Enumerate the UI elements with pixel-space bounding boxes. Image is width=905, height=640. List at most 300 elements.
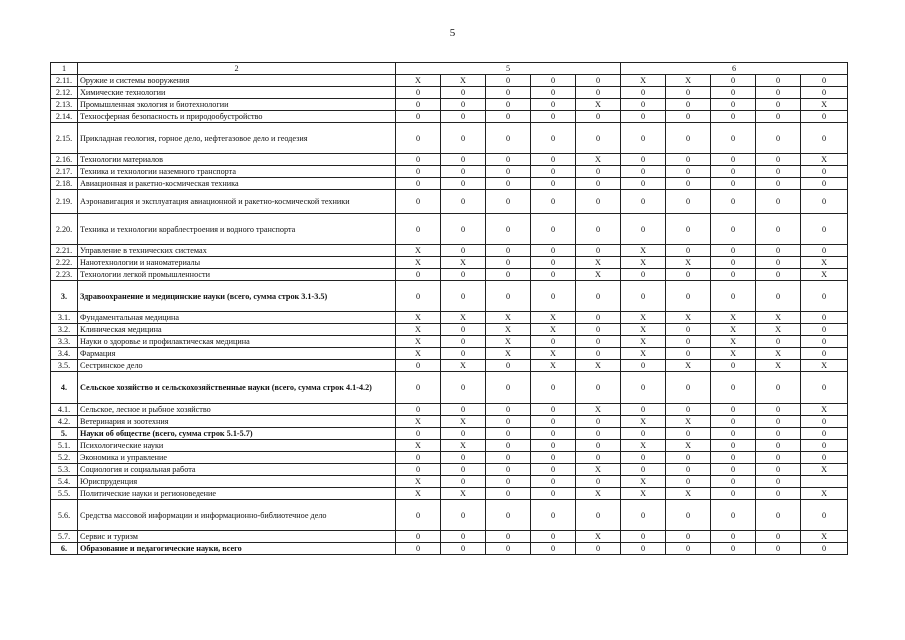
value-cell: X [531,312,576,324]
table-row [51,178,848,190]
value-cell: 0 [711,531,756,543]
value-cell: 0 [756,257,801,269]
value-cell: 0 [396,360,441,372]
value-cell: 0 [396,531,441,543]
row-name: Экономика и управление [78,452,396,464]
value-cell: 0 [666,99,711,111]
header-group-5: 5 [396,63,621,75]
value-cell: 0 [486,190,531,214]
value-cell: 0 [531,440,576,452]
row-number: 4. [51,372,78,404]
row-name: Управление в технических системах [78,245,396,257]
header-group-6: 6 [621,63,848,75]
value-cell: X [621,488,666,500]
row-number: 2.16. [51,154,78,166]
row-number: 2.12. [51,87,78,99]
value-cell: 0 [711,245,756,257]
table-row [51,281,848,312]
value-cell: 0 [576,440,621,452]
value-cell: X [576,464,621,476]
value-cell: 0 [396,87,441,99]
row-number: 2.20. [51,214,78,245]
row-number: 3.2. [51,324,78,336]
value-cell: 0 [801,111,848,123]
value-cell: X [801,488,848,500]
value-cell: 0 [396,99,441,111]
row-number: 2.22. [51,257,78,269]
value-cell: 0 [756,476,801,488]
table-row [51,336,848,348]
value-cell: X [801,404,848,416]
value-cell: X [801,99,848,111]
value-cell: X [621,348,666,360]
value-cell: 0 [666,543,711,555]
value-cell: 0 [486,154,531,166]
row-name: Юриспруденция [78,476,396,488]
table-row [51,214,848,245]
row-number: 2.11. [51,75,78,87]
value-cell: 0 [666,281,711,312]
table-row [51,531,848,543]
value-cell: 0 [756,154,801,166]
value-cell: 0 [576,452,621,464]
value-cell: 0 [531,404,576,416]
value-cell: X [621,476,666,488]
value-cell: 0 [531,416,576,428]
value-cell: 0 [621,360,666,372]
row-number: 6. [51,543,78,555]
value-cell: 0 [666,154,711,166]
value-cell: 0 [711,404,756,416]
value-cell: 0 [486,166,531,178]
value-cell: 0 [621,214,666,245]
value-cell: 0 [396,214,441,245]
value-cell: 0 [486,404,531,416]
table-row [51,154,848,166]
value-cell: 0 [711,178,756,190]
value-cell: 0 [801,190,848,214]
row-number: 2.15. [51,123,78,154]
row-number: 2.13. [51,99,78,111]
page-number: 5 [449,27,456,39]
value-cell: 0 [486,360,531,372]
value-cell: 0 [441,154,486,166]
row-number: 5.4. [51,476,78,488]
value-cell: X [756,360,801,372]
table-row [51,476,848,488]
row-name: Авиационная и ракетно-космическая техника [78,178,396,190]
table-row [51,269,848,281]
value-cell: 0 [621,190,666,214]
allocation-table [50,62,848,555]
row-number: 3. [51,281,78,312]
value-cell: 0 [801,428,848,440]
value-cell: 0 [756,428,801,440]
row-number: 2.23. [51,269,78,281]
value-cell: 0 [441,428,486,440]
value-cell: 0 [486,488,531,500]
row-name: Сервис и туризм [78,531,396,543]
value-cell: 0 [486,452,531,464]
value-cell: X [396,476,441,488]
value-cell: 0 [486,543,531,555]
value-cell: X [801,154,848,166]
value-cell: X [711,348,756,360]
value-cell: 0 [756,178,801,190]
value-cell: 0 [621,531,666,543]
value-cell: 0 [531,154,576,166]
value-cell: 0 [486,214,531,245]
value-cell: 0 [531,123,576,154]
value-cell: 0 [756,416,801,428]
value-cell: 0 [396,404,441,416]
value-cell: 0 [666,348,711,360]
value-cell: 0 [711,372,756,404]
value-cell: 0 [666,178,711,190]
value-cell: 0 [576,416,621,428]
value-cell: X [576,269,621,281]
table-row [51,245,848,257]
value-cell: 0 [801,440,848,452]
value-cell: 0 [801,245,848,257]
value-cell: 0 [576,190,621,214]
value-cell: 0 [621,123,666,154]
value-cell: 0 [486,87,531,99]
value-cell: 0 [801,336,848,348]
value-cell: 0 [576,324,621,336]
value-cell: 0 [801,75,848,87]
row-number: 2.18. [51,178,78,190]
value-cell: 0 [756,488,801,500]
value-cell: 0 [441,372,486,404]
value-cell: 0 [396,166,441,178]
value-cell: X [756,348,801,360]
row-name: Химические технологии [78,87,396,99]
table-row [51,190,848,214]
value-cell: 0 [711,360,756,372]
value-cell: 0 [441,245,486,257]
value-cell: X [396,488,441,500]
value-cell: X [621,312,666,324]
value-cell: 0 [621,154,666,166]
value-cell: 0 [756,500,801,531]
value-cell: 0 [441,87,486,99]
value-cell: X [801,360,848,372]
value-cell: 0 [576,166,621,178]
value-cell: X [396,312,441,324]
value-cell: 0 [441,404,486,416]
row-name: Аэронавигация и эксплуатация авиационной и ракетно-космической техники [78,190,396,214]
value-cell: 0 [531,372,576,404]
value-cell: 0 [756,464,801,476]
value-cell: 0 [531,190,576,214]
value-cell: 0 [756,123,801,154]
value-cell: 0 [711,111,756,123]
value-cell: 0 [396,281,441,312]
row-name: Здравоохранение и медицинские науки (всего, сумма строк 3.1-3.5) [78,281,396,312]
value-cell: 0 [756,75,801,87]
value-cell: X [576,257,621,269]
value-cell: 0 [486,123,531,154]
value-cell: 0 [711,257,756,269]
value-cell: 0 [621,178,666,190]
value-cell: 0 [531,166,576,178]
value-cell: X [531,324,576,336]
value-cell: 0 [666,111,711,123]
value-cell: 0 [576,281,621,312]
value-cell: 0 [711,416,756,428]
value-cell: 0 [531,87,576,99]
value-cell: 0 [441,348,486,360]
table-row [51,416,848,428]
value-cell: 0 [441,178,486,190]
value-cell: 0 [531,257,576,269]
value-cell: 0 [756,531,801,543]
table-row [51,166,848,178]
value-cell: 0 [621,464,666,476]
value-cell: 0 [441,324,486,336]
value-cell: X [666,416,711,428]
value-cell: 0 [441,269,486,281]
row-name: Ветеринария и зоотехния [78,416,396,428]
value-cell: 0 [711,190,756,214]
value-cell: 0 [486,440,531,452]
value-cell: 0 [576,476,621,488]
row-number: 5.2. [51,452,78,464]
value-cell: 0 [486,476,531,488]
value-cell: 0 [666,500,711,531]
value-cell: 0 [621,543,666,555]
table-row [51,257,848,269]
value-cell: 0 [621,87,666,99]
row-name: Сельское, лесное и рыбное хозяйство [78,404,396,416]
row-name: Прикладная геология, горное дело, нефтегазовое дело и геодезия [78,123,396,154]
table-row [51,428,848,440]
value-cell: 0 [711,75,756,87]
value-cell: 0 [666,269,711,281]
value-cell: 0 [396,452,441,464]
value-cell: X [576,99,621,111]
value-cell: X [666,440,711,452]
row-number: 5.6. [51,500,78,531]
row-name: Средства массовой информации и информационно-библиотечное дело [78,500,396,531]
value-cell: 0 [621,404,666,416]
value-cell: 0 [531,500,576,531]
value-cell: 0 [396,428,441,440]
value-cell: X [441,360,486,372]
value-cell: 0 [711,440,756,452]
row-number: 3.3. [51,336,78,348]
value-cell: X [396,336,441,348]
row-number: 5.3. [51,464,78,476]
row-number: 4.2. [51,416,78,428]
value-cell: 0 [711,87,756,99]
value-cell: X [621,257,666,269]
header-col-1: 1 [51,63,78,75]
table-row [51,99,848,111]
value-cell: 0 [621,428,666,440]
value-cell: 0 [801,348,848,360]
value-cell: 0 [531,75,576,87]
value-cell: 0 [756,336,801,348]
value-cell: 0 [801,452,848,464]
value-cell: 0 [486,500,531,531]
value-cell: 0 [441,500,486,531]
value-cell: 0 [531,336,576,348]
value-cell: X [441,440,486,452]
value-cell: 0 [441,123,486,154]
value-cell: 0 [621,166,666,178]
value-cell: 0 [756,214,801,245]
row-number: 2.17. [51,166,78,178]
value-cell: X [441,488,486,500]
value-cell: X [801,269,848,281]
value-cell: 0 [711,464,756,476]
value-cell: 0 [666,464,711,476]
value-cell: 0 [801,324,848,336]
row-name: Сельское хозяйство и сельскохозяйственные науки (всего, сумма строк 4.1-4.2) [78,372,396,404]
value-cell [801,476,848,488]
value-cell: 0 [666,123,711,154]
value-cell: 0 [711,154,756,166]
row-number: 5. [51,428,78,440]
value-cell: 0 [756,99,801,111]
value-cell: 0 [441,190,486,214]
value-cell: X [621,416,666,428]
value-cell: X [531,360,576,372]
value-cell: X [711,312,756,324]
value-cell: X [441,75,486,87]
value-cell: 0 [711,123,756,154]
value-cell: 0 [666,87,711,99]
value-cell: X [666,312,711,324]
value-cell: 0 [666,531,711,543]
value-cell: 0 [441,99,486,111]
value-cell: 0 [576,178,621,190]
value-cell: 0 [441,111,486,123]
value-cell: X [666,257,711,269]
value-cell: 0 [756,269,801,281]
value-cell: X [756,324,801,336]
value-cell: X [621,75,666,87]
value-cell: 0 [576,428,621,440]
value-cell: 0 [441,166,486,178]
row-number: 4.1. [51,404,78,416]
value-cell: 0 [666,476,711,488]
table-row [51,123,848,154]
value-cell: 0 [441,336,486,348]
value-cell: 0 [756,404,801,416]
value-cell: 0 [666,404,711,416]
value-cell: 0 [621,372,666,404]
value-cell: X [486,324,531,336]
value-cell: 0 [621,111,666,123]
value-cell: 0 [711,500,756,531]
value-cell: 0 [801,166,848,178]
row-name: Технологии легкой промышленности [78,269,396,281]
value-cell: 0 [576,336,621,348]
row-number: 3.4. [51,348,78,360]
value-cell: X [576,154,621,166]
table-row [51,500,848,531]
value-cell: 0 [396,111,441,123]
value-cell: 0 [531,245,576,257]
row-number: 5.1. [51,440,78,452]
value-cell: X [711,324,756,336]
value-cell: X [396,75,441,87]
value-cell: X [441,416,486,428]
value-cell: 0 [711,281,756,312]
value-cell: 0 [441,543,486,555]
table-row [51,312,848,324]
value-cell: 0 [576,245,621,257]
value-cell: X [396,245,441,257]
row-name: Фармация [78,348,396,360]
value-cell: X [666,360,711,372]
value-cell: 0 [531,281,576,312]
value-cell: 0 [486,464,531,476]
value-cell: 0 [711,166,756,178]
value-cell: 0 [441,531,486,543]
row-name: Техника и технологии кораблестроения и водного транспорта [78,214,396,245]
value-cell: 0 [396,178,441,190]
value-cell: 0 [576,75,621,87]
row-number: 5.5. [51,488,78,500]
value-cell: X [396,257,441,269]
value-cell: X [396,348,441,360]
table-row [51,464,848,476]
row-name: Образование и педагогические науки, всего [78,543,396,555]
row-name: Психологические науки [78,440,396,452]
table-row [51,324,848,336]
value-cell: X [396,416,441,428]
row-number: 3.1. [51,312,78,324]
table-row [51,87,848,99]
value-cell: 0 [801,178,848,190]
value-cell: 0 [441,281,486,312]
value-cell: X [576,404,621,416]
value-cell: 0 [711,214,756,245]
table-row [51,348,848,360]
row-name: Техносферная безопасность и природообустройство [78,111,396,123]
value-cell: 0 [711,428,756,440]
value-cell: 0 [396,372,441,404]
value-cell: X [486,312,531,324]
table-row [51,452,848,464]
value-cell: 0 [576,348,621,360]
value-cell: 0 [576,543,621,555]
value-cell: 0 [576,500,621,531]
value-cell: 0 [576,372,621,404]
value-cell: 0 [621,99,666,111]
value-cell: 0 [396,154,441,166]
table-row [51,372,848,404]
value-cell: 0 [666,428,711,440]
value-cell: X [486,348,531,360]
value-cell: 0 [666,372,711,404]
value-cell: X [756,312,801,324]
value-cell: 0 [666,452,711,464]
value-cell: 0 [531,476,576,488]
value-cell: 0 [756,440,801,452]
table-row [51,404,848,416]
value-cell: 0 [801,543,848,555]
value-cell: 0 [441,476,486,488]
row-name: Социология и социальная работа [78,464,396,476]
value-cell: X [711,336,756,348]
table-row [51,360,848,372]
value-cell: X [576,531,621,543]
